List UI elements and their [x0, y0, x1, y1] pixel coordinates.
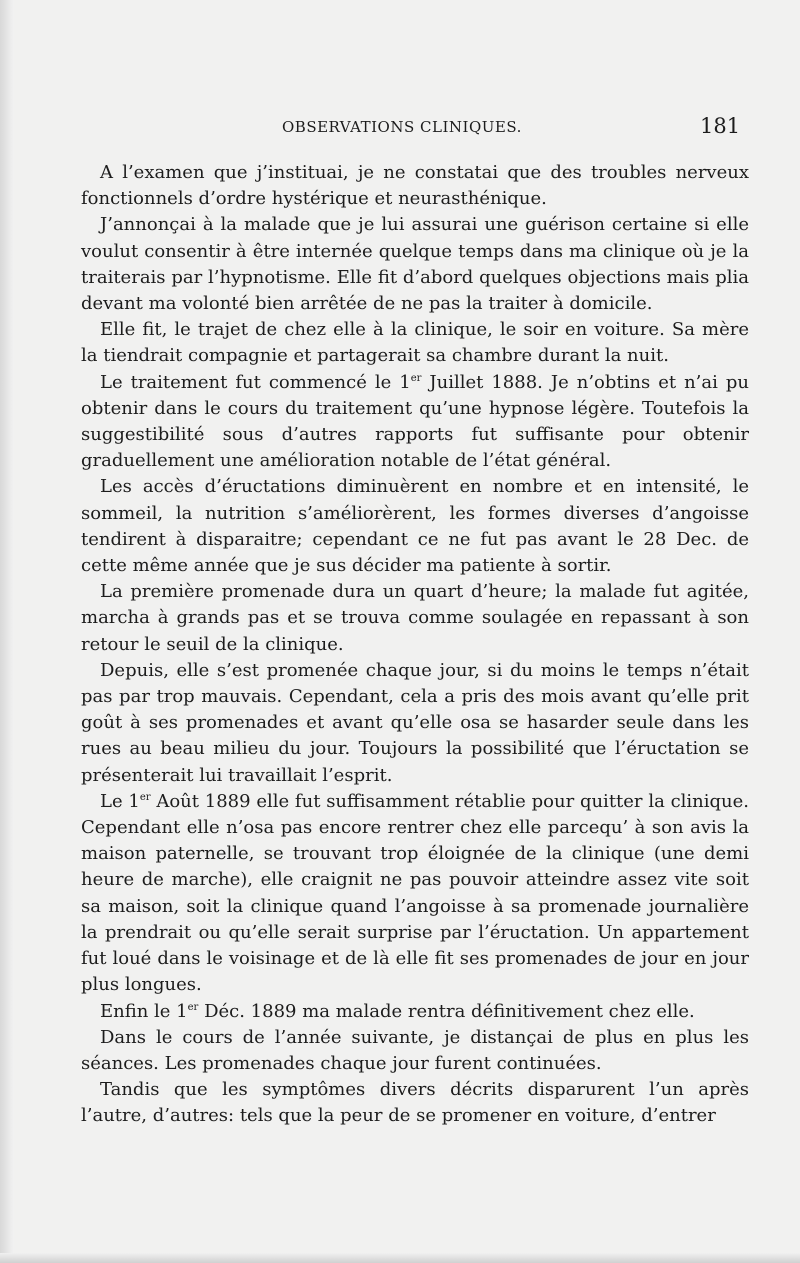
paragraph	[81, 1077, 749, 1129]
paragraph	[81, 1025, 749, 1077]
page-number: 181	[700, 114, 741, 138]
paragraph	[81, 789, 749, 999]
text-run: Le traitement fut commencé le 1	[100, 371, 411, 393]
book-page	[14, 0, 800, 1253]
body-text	[81, 160, 749, 1130]
paragraph	[81, 317, 749, 369]
scan-edge-bottom	[0, 1253, 800, 1263]
text-run: Enfin le 1	[100, 1000, 188, 1022]
superscript: er	[139, 791, 151, 803]
text-run: A l’examen que j’instituai, je ne constatai que des troubles nerveux fonctionnels d’ordre hystérique et neurasthénique.	[81, 162, 749, 210]
paragraph	[81, 658, 749, 789]
text-run: J’annonçai à la malade que je lui assurai une guérison certaine si elle voulut consentir à être internée quelque temps dans ma clinique où je la traiterais par l’hypnotisme. Elle fit d’abord quelques objections mais plia devant ma volonté bien arrêtée de ne pas la traiter à domicile.	[81, 214, 749, 315]
running-head: OBSERVATIONS CLINIQUES.	[282, 118, 522, 136]
text-run: Depuis, elle s’est promenée chaque jour, si du moins le temps n’était pas par trop mauvais. Cependant, cela a pris des mois avant qu’elle prit goût à ses promenades et avant qu’elle osa se hasarder seule dans les rues au beau milieu du jour. Toujours la possibilité que l’éructation se présenterait lui travaillait l’esprit.	[81, 659, 749, 786]
text-run: Dans le cours de l’année suivante, je distançai de plus en plus les séances. Les promenades chaque jour furent continuées.	[81, 1026, 749, 1074]
superscript: er	[187, 1001, 199, 1013]
paragraph	[81, 212, 749, 317]
paragraph	[81, 370, 749, 475]
superscript: er	[410, 372, 422, 384]
text-run: Déc. 1889 ma malade rentra définitivement chez elle.	[198, 1000, 695, 1022]
text-run: Les accès d’éructations diminuèrent en nombre et en intensité, le sommeil, la nutrition s’améliorèrent, les formes diverses d’angoisse tendirent à disparaitre; cependant ce ne fut pas avant le 28 Dec. de cette même année que je sus décider ma patiente à sortir.	[81, 476, 749, 577]
text-run: La première promenade dura un quart d’heure; la malade fut agitée, marcha à grands pas et se trouva comme soulagée en repassant à son retour le seuil de la clinique.	[81, 581, 749, 655]
paragraph	[81, 160, 749, 212]
text-run: Elle fit, le trajet de chez elle à la clinique, le soir en voiture. Sa mère la tiendrait compagnie et partagerait sa chambre durant la nuit.	[81, 319, 749, 367]
paragraph	[81, 474, 749, 579]
text-run: Le 1	[100, 790, 140, 812]
paragraph	[81, 579, 749, 658]
paragraph	[81, 999, 749, 1025]
text-run: Juillet 1888. Je n’obtins et n’ai pu obtenir dans le cours du traitement qu’une hypnose légère. Toutefois la suggestibilité sous d’autres rapports fut suffisante pour obtenir graduellement une amélioration notable de l’état général.	[81, 371, 749, 472]
text-run: Août 1889 elle fut suffisamment rétablie pour quitter la clinique. Cependant elle n’osa pas encore rentrer chez elle parcequ’ à son avis la maison paternelle, se trouvant trop éloignée de la clinique (une demi heure de marche), elle craignit ne pas pouvoir atteindre assez vite soit sa maison, soit la clinique quand l’angoisse à sa promenade journalière la prendrait ou qu’elle serait surprise par l’éructation. Un appartement fut loué dans le voisinage et de là elle fit ses promenades de jour en jour plus longues.	[81, 790, 750, 996]
scan-edge-left	[0, 0, 14, 1263]
text-run: Tandis que les symptômes divers décrits disparurent l’un après l’autre, d’autres: tels que la peur de se promener en voiture, d’entrer	[81, 1079, 749, 1127]
